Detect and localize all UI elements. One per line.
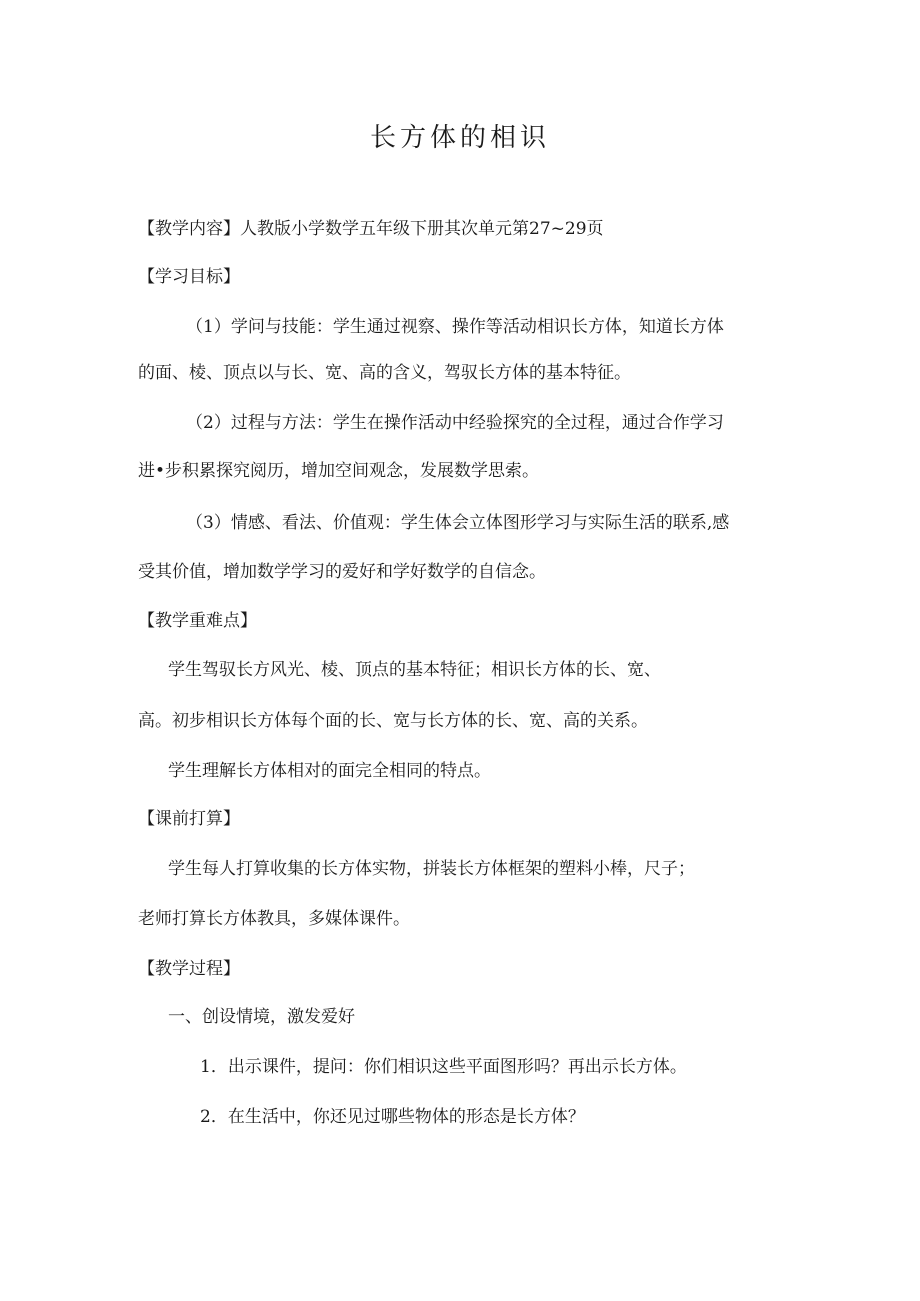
process-step-2: 2．在生活中，你还见过哪些物体的形态是长方体？ bbox=[200, 1107, 585, 1127]
objective-3-line-1: （3）情感、看法、价值观：学生体会立体图形学习与实际生活的联系,感 bbox=[186, 513, 730, 533]
objective-1-line-2: 的面、棱、顶点以与长、宽、高的含义，驾驭长方体的基本特征。 bbox=[138, 363, 631, 383]
teaching-content: 【教学内容】人教版小学数学五年级下册其次单元第27~29页 bbox=[138, 219, 604, 239]
preparation-line-2: 老师打算长方体教具，多媒体课件。 bbox=[138, 909, 410, 929]
key-points-p1-line-1: 学生驾驭长方风光、棱、顶点的基本特征；相识长方体的长、宽、 bbox=[168, 660, 661, 680]
key-points-heading: 【教学重难点】 bbox=[138, 611, 257, 631]
document-title: 长方体的相识 bbox=[369, 123, 550, 153]
key-points-p1-line-2: 高。初步相识长方体每个面的长、宽与长方体的长、宽、高的关系。 bbox=[138, 711, 648, 731]
objective-2-line-1: （2）过程与方法：学生在操作活动中经验探究的全过程，通过合作学习 bbox=[186, 413, 724, 433]
objective-3-line-2: 受其价值，增加数学学习的爱好和学好数学的自信念。 bbox=[138, 562, 546, 582]
preparation-line-1: 学生每人打算收集的长方体实物，拼装长方体框架的塑料小棒，尺子； bbox=[168, 859, 695, 879]
objective-2-line-2: 进•步积累探究阅历，增加空间观念，发展数学思索。 bbox=[138, 461, 540, 481]
process-step-1: 1．出示课件，提问：你们相识这些平面图形吗？再出示长方体。 bbox=[200, 1057, 687, 1077]
objectives-heading: 【学习目标】 bbox=[138, 267, 240, 287]
process-heading: 【教学过程】 bbox=[138, 959, 240, 979]
key-points-p2: 学生理解长方体相对的面完全相同的特点。 bbox=[168, 761, 491, 781]
objective-1-line-1: （1）学问与技能：学生通过视察、操作等活动相识长方体，知道长方体 bbox=[186, 317, 724, 337]
preparation-heading: 【课前打算】 bbox=[138, 809, 240, 829]
process-section-1: 一、创设情境，激发爱好 bbox=[168, 1007, 355, 1027]
